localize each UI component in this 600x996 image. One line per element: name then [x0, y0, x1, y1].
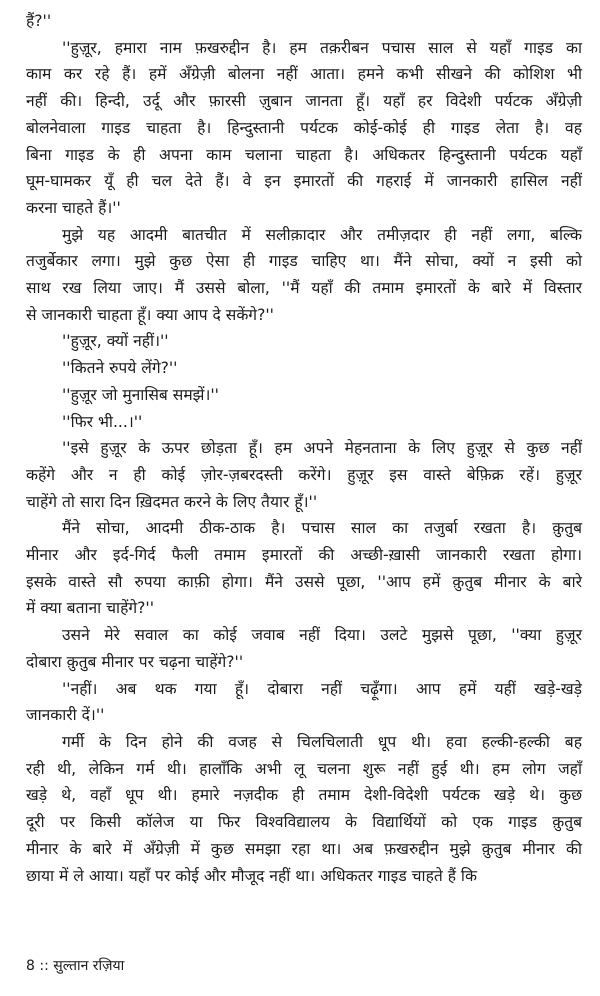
- text-line: ''हुज़ूर, हमारा नाम फ़खरुद्दीन है। हम तक़रीबन पचास साल से यहाँ गाइड का: [62, 38, 582, 57]
- text-line: रही थी, लेकिन गर्म थी। हालाँकि अभी लू चलना शुरू नहीं हुई थी। हम लोग जहाँ: [26, 759, 582, 778]
- text-line: कहेंगे और न ही कोई ज़ोर-ज़बरदस्ती करेंगे। हुज़ूर इस वास्ते बेफ़िक्र रहें। हुज़ूर: [26, 465, 582, 484]
- paragraph: [26, 35, 582, 222]
- paragraph: [26, 382, 582, 409]
- text-line: इसके वास्ते सौ रुपया काफ़ी होगा। मैंने उससे पूछा, ''आप हमें क़ुतुब मीनार के बारे: [26, 572, 582, 591]
- text-line: ''हुज़ूर जो मुनासिब समझें।'': [62, 385, 219, 404]
- text-line: ''हुज़ूर, क्यों नहीं।'': [62, 332, 169, 351]
- text-line: काम कर रहे हैं। हमें अँग्रेज़ी बोलना नहीं आता। हमने कभी सीखने की कोशिश भी: [26, 65, 582, 84]
- text-line: करना चाहते हैं।'': [26, 198, 121, 217]
- paragraph: [26, 409, 582, 436]
- footer-separator: ::: [39, 958, 49, 974]
- text-line: मीनार के बारे में अँग्रेज़ी में कुछ समझा रहा था। अब फ़खरुद्दीन मुझे क़ुतुब मीनार की: [26, 839, 582, 858]
- text-line: साथ रख लिया जाए। मैं उससे बोला, ''मैं यहाँ की तमाम इमारतों के बारे में विस्तार: [26, 279, 582, 298]
- text-line: छाया में ले आया। यहाँ पर कोई और मौजूद नहीं था। अधिकतर गाइड चाहते हैं कि: [26, 866, 477, 885]
- paragraph: [26, 729, 582, 889]
- text-line: चाहेंगे तो सारा दिन ख़िदमत करने के लिए तैयार हूँ।'': [26, 492, 318, 511]
- text-line: बिना गाइड के ही अपना काम चलाना चाहता है। अधिकतर हिन्दुस्तानी पर्यटक यहाँ: [26, 145, 582, 164]
- paragraph: [26, 622, 582, 675]
- text-line: से जानकारी चाहता हूँ। क्या आप दे सकेंगे?'': [26, 305, 274, 324]
- text-line: खड़े थे, वहाँ धूप थी। हमारे नज़दीक ही तमाम देशी-विदेशी पर्यटक खड़े थे। कुछ: [26, 786, 582, 805]
- paragraph: [26, 435, 582, 515]
- text-line: बोलनेवाला गाइड चाहता है। हिन्दुस्तानी पर्यटक कोई-कोई ही गाइड लेता है। वह: [26, 118, 582, 137]
- text-line: दोबारा क़ुतुब मीनार पर चढ़ना चाहेंगे?'': [26, 652, 244, 671]
- paragraph: [26, 355, 582, 382]
- text-line: मैंने सोचा, आदमी ठीक-ठाक है। पचास साल का तजुर्बा रखता है। क़ुतुब: [62, 519, 582, 538]
- text-line: ''फिर भी...।'': [62, 412, 143, 431]
- text-line: तजुर्बेकार लगा। मुझे कुछ ऐसा ही गाइड चाहिए था। मैंने सोचा, क्यों न इसी को: [26, 252, 582, 271]
- text-line: मीनार और इर्द-गिर्द फैली तमाम इमारतों की अच्छी-ख़ासी जानकारी रखता होगा।: [26, 546, 582, 565]
- text-line: घूम-घामकर यूँ ही चल देते हैं। वे इन इमारतों की गहराई में जानकारी हासिल नहीं: [26, 172, 582, 191]
- book-title: सुल्तान रज़िया: [53, 958, 125, 974]
- text-line: हैं?'': [26, 12, 52, 30]
- paragraph: [26, 8, 582, 35]
- text-line: मुझे यह आदमी बातचीत में सलीक़ादार और तमीज़दार ही नहीं लगा, बल्कि: [62, 225, 582, 244]
- paragraph: [26, 515, 582, 622]
- text-line: ''नहीं। अब थक गया हूँ। दोबारा नहीं चढ़ूँगा। आप हमें यहीं खड़े-खड़े: [62, 679, 582, 698]
- text-line: दूरी पर किसी कॉलेज या फिर विश्वविद्यालय के विद्यार्थियों को एक गाइड क़ुतुब: [26, 813, 582, 832]
- text-line: ''कितने रुपये लेंगे?'': [62, 359, 178, 378]
- page-body-text: [26, 8, 582, 889]
- text-line: में क्या बताना चाहेंगे?'': [26, 599, 154, 618]
- page-footer: [26, 956, 124, 975]
- text-line: नहीं की। हिन्दी, उर्दू और फ़ारसी ज़ुबान जानता हूँ। यहाँ हर विदेशी पर्यटक अँग्रेज़ी: [26, 92, 582, 111]
- text-line: जानकारी दें।'': [26, 706, 105, 725]
- page-number: 8: [26, 958, 35, 974]
- paragraph: [26, 676, 582, 729]
- text-line: गर्मी के दिन होने की वजह से चिलचिलाती धूप थी। हवा हल्की-हल्की बह: [62, 732, 582, 751]
- paragraph: [26, 328, 582, 355]
- paragraph: [26, 222, 582, 329]
- text-line: ''इसे हुज़ूर के ऊपर छोड़ता हूँ। हम अपने मेहनताना के लिए हुज़ूर से कुछ नहीं: [62, 439, 582, 458]
- text-line: उसने मेरे सवाल का कोई जवाब नहीं दिया। उलटे मुझसे पूछा, ''क्या हुज़ूर: [62, 626, 582, 645]
